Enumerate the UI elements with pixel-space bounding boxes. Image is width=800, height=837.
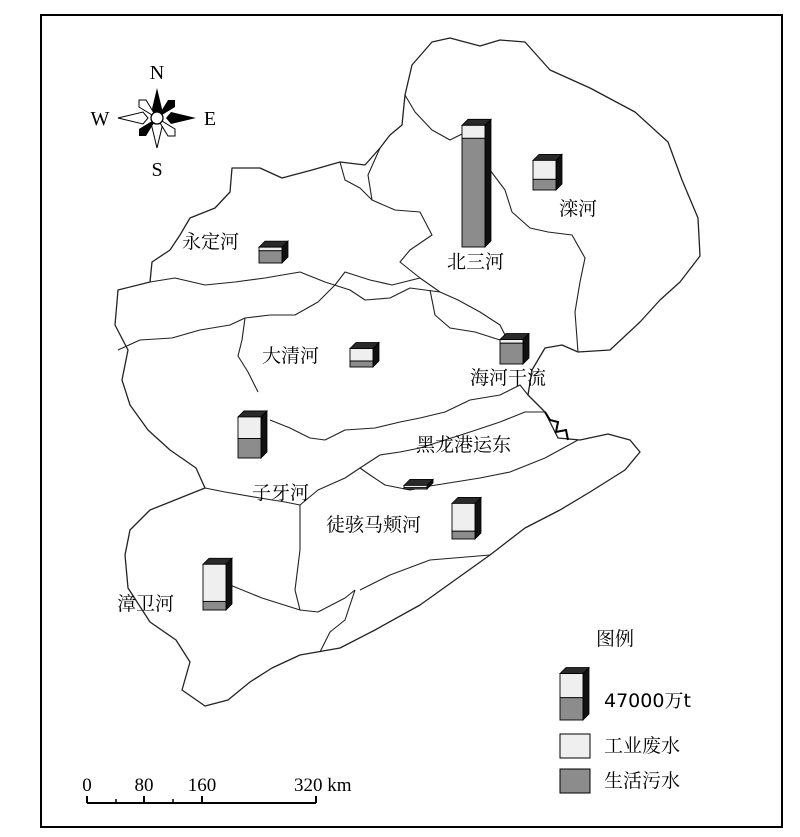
bar-beisanhe-industrial (462, 125, 485, 138)
bar-tuhai (452, 497, 481, 539)
label-daqinghe: 大清河 (262, 345, 320, 367)
bar-heilonggang (404, 479, 433, 489)
bar-luanhe-domestic (533, 179, 556, 190)
scale-label-320km: 320 km (294, 775, 352, 796)
bar-zhangwei-industrial (203, 564, 226, 601)
label-beisanhe: 北三河 (447, 251, 505, 273)
bar-yongdinghe (259, 241, 288, 263)
legend-domestic-swatch (560, 769, 590, 793)
bar-haihe (500, 334, 529, 364)
bar-daqinghe-industrial (350, 349, 373, 361)
bar-beisanhe (462, 119, 491, 247)
bar-ziyahe (238, 411, 267, 458)
compass-west-label: W (90, 108, 110, 130)
scale-label-160: 160 (187, 775, 217, 796)
compass-east-label: E (203, 108, 217, 130)
legend-industrial-swatch (560, 734, 590, 758)
label-yongdinghe: 永定河 (182, 231, 240, 253)
compass-north-label: N (149, 62, 165, 84)
bar-tuhai-domestic (452, 531, 475, 539)
bar-haihe-domestic (500, 343, 523, 364)
bar-daqinghe-domestic (350, 361, 373, 367)
compass-south-label: S (151, 159, 163, 181)
bar-zhangwei-domestic (203, 601, 226, 610)
bar-heilonggang-domestic (404, 488, 427, 489)
bar-tuhai-industrial (452, 503, 475, 531)
legend (560, 628, 691, 793)
bar-haihe-industrial (500, 340, 523, 344)
bar-ziyahe-industrial (238, 417, 261, 439)
label-heilonggang: 黑龙港运东 (416, 434, 512, 456)
basin-labels (117, 198, 597, 615)
bar-ziyahe-side (261, 411, 267, 458)
label-luanhe: 滦河 (559, 198, 598, 220)
legend-domestic-label: 生活污水 (604, 770, 681, 792)
label-ziyahe: 子牙河 (252, 482, 310, 504)
bar-luanhe-industrial (533, 160, 556, 179)
bar-zhangwei (203, 558, 232, 610)
scale-label-0: 0 (82, 775, 92, 796)
bar-symbols (203, 119, 562, 610)
bar-daqinghe (350, 343, 379, 367)
bar-luanhe (533, 154, 562, 190)
label-tuhai: 徒骇马颊河 (326, 514, 422, 536)
bar-beisanhe-domestic (462, 138, 485, 247)
bar-yongdinghe-industrial (259, 247, 282, 251)
label-zhangwei: 漳卫河 (117, 593, 175, 615)
legend-scale-bar (560, 668, 589, 720)
bar-zhangwei-side (226, 558, 232, 610)
bar-ziyahe-domestic (238, 439, 261, 459)
label-haihe: 海河干流 (470, 367, 547, 389)
legend-scale-value: 47000万t (604, 690, 691, 712)
scale-label-80: 80 (134, 775, 154, 796)
bar-yongdinghe-domestic (259, 251, 282, 263)
legend-bar-industrial (560, 674, 583, 698)
scale-bar (82, 775, 352, 803)
bar-beisanhe-side (485, 119, 491, 247)
legend-industrial-label: 工业废水 (604, 735, 681, 757)
legend-bar-domestic (560, 698, 583, 720)
legend-bar-side (583, 668, 589, 720)
legend-title: 图例 (596, 628, 635, 650)
compass-rose (91, 62, 217, 181)
bar-tuhai-side (475, 497, 481, 539)
